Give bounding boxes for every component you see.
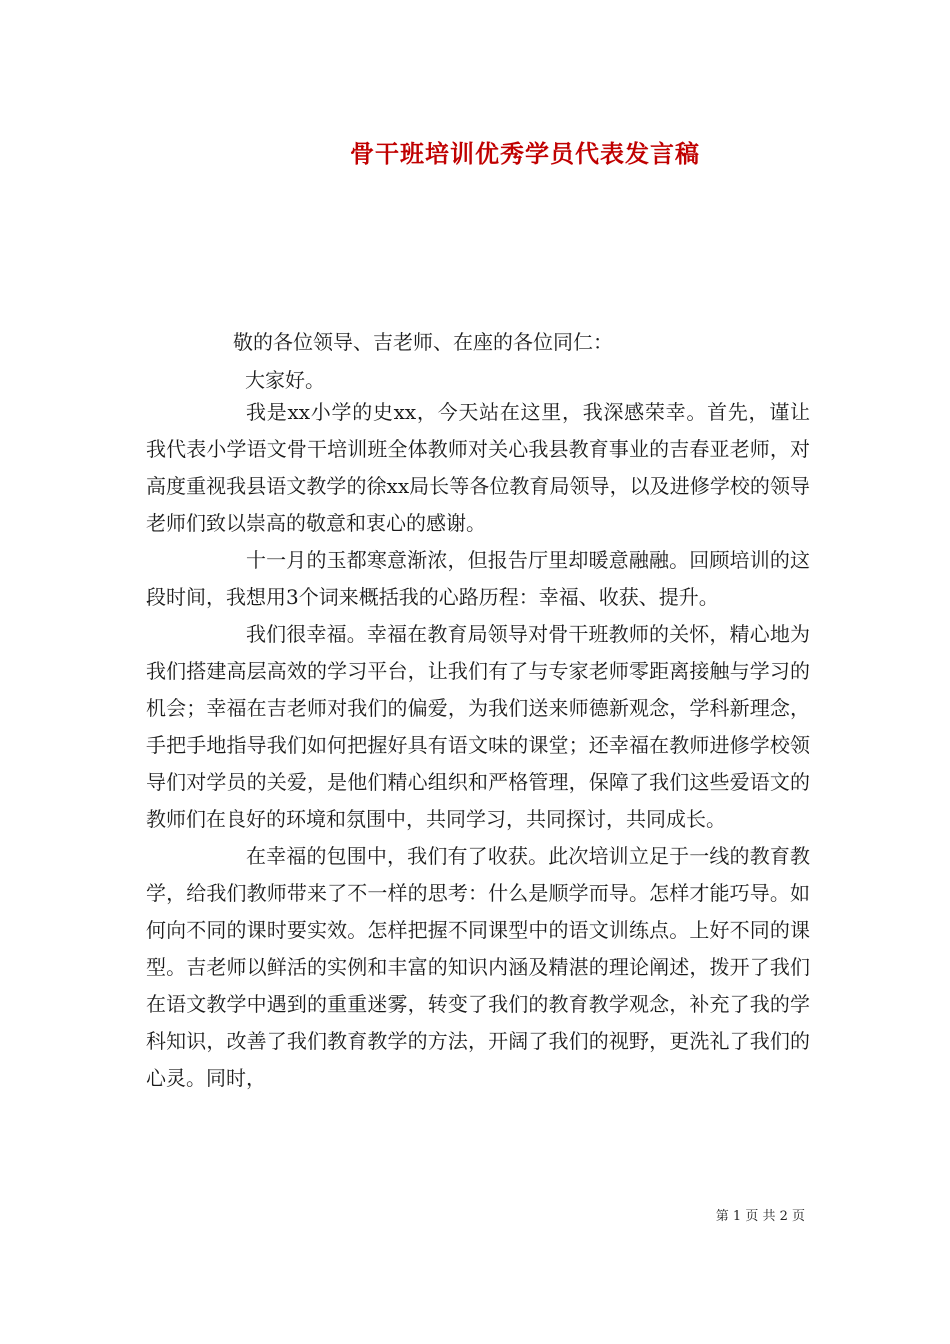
paragraph-1: 我是xx小学的史xx，今天站在这里，我深感荣幸。首先，谨让我代表小学语文骨干培训班全体教师对关心我县教育事业的吉春亚老师，对高度重视我县语文教学的徐xx局长等各位教育局领导，以及进修学校的领导老师们致以崇高的敬意和衷心的感谢。 — [146, 400, 810, 535]
paragraph-2: 十一月的玉都寒意渐浓，但报告厅里却暖意融融。回顾培训的这段时间，我想用3个词来概括我的心路历程：幸福、收获、提升。 — [146, 548, 810, 609]
paragraph-3: 我们很幸福。幸福在教育局领导对骨干班教师的关怀，精心地为我们搭建高层高效的学习平台，让我们有了与专家老师零距离接触与学习的机会；幸福在吉老师对我们的偏爱，为我们送来师德新观念，学科新理念，手把手地指导我们如何把握好具有语文味的课堂；还幸福在教师进修学校领导们对学员的关爱，是他们精心组织和严格管理，保障了我们这些爱语文的教师们在良好的环境和氛围中，共同学习，共同探讨，共同成长。 — [146, 622, 810, 831]
document-title: 骨干班培训优秀学员代表发言稿 — [350, 139, 700, 168]
page-footer: 第 1 页 共 2 页 — [715, 1209, 805, 1224]
salutation: 敬的各位领导、吉老师、在座的各位同仁： — [233, 330, 613, 354]
greeting: 大家好。 — [245, 368, 325, 392]
paragraph-4: 在幸福的包围中，我们有了收获。此次培训立足于一线的教育教学，给我们教师带来了不一样的思考：什么是顺学而导。怎样才能巧导。如何向不同的课时要实效。怎样把握不同课型中的语文训练点。上好不同的课型。吉老师以鲜活的实例和丰富的知识内涵及精湛的理论阐述，拨开了我们在语文教学中遇到的重重迷雾，转变了我们的教育教学观念，补充了我的学科知识，改善了我们教育教学的方法，开阔了我们的视野，更洗礼了我们的心灵。同时， — [146, 844, 810, 1090]
body-text — [146, 394, 810, 1097]
